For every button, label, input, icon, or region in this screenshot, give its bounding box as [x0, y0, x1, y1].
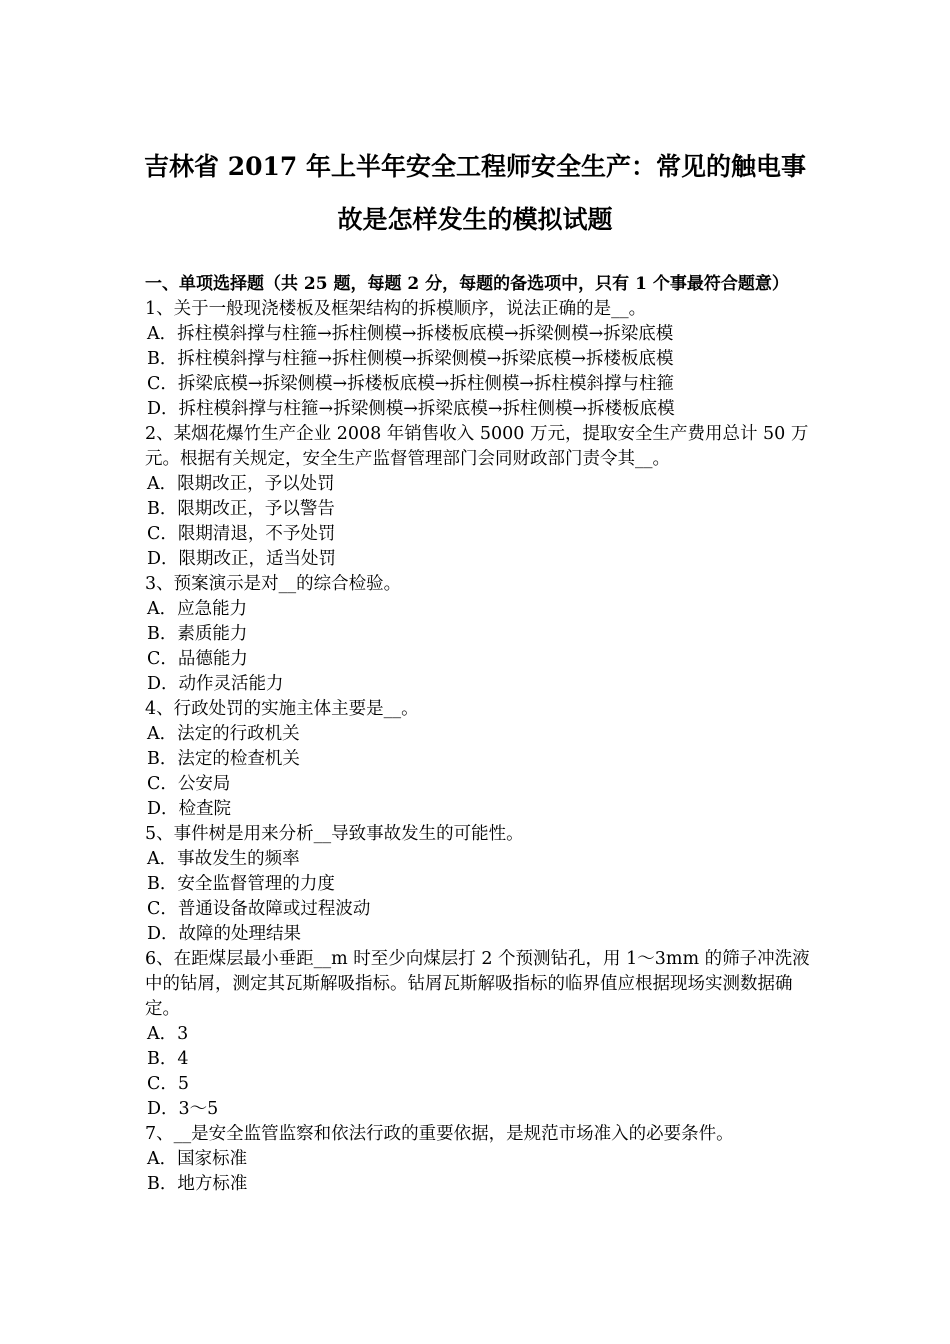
document-title-line-1: 吉林省 2017 年上半年安全工程师安全生产：常见的触电事	[144, 152, 806, 181]
answer-option: A．应急能力	[147, 599, 248, 619]
answer-option: C．普通设备故障或过程波动	[147, 899, 371, 919]
question-block	[145, 947, 810, 1122]
section-heading: 一、单项选择题（共 25 题，每题 2 分，每题的备选项中，只有 1 个事最符合题意）	[145, 274, 789, 294]
question-block	[145, 422, 810, 572]
answer-option: D．拆柱模斜撑与柱箍→拆梁侧模→拆梁底模→拆柱侧模→拆楼板底模	[147, 399, 675, 419]
answer-option: A．限期改正，予以处罚	[147, 474, 335, 494]
answer-option: C．公安局	[147, 774, 231, 794]
answer-option: C．限期清退，不予处罚	[147, 524, 336, 544]
answer-option: B．安全监督管理的力度	[147, 874, 335, 894]
answer-option: B．4	[147, 1049, 189, 1069]
question-block	[145, 297, 810, 422]
question-text: 7、__是安全监管监察和依法行政的重要依据，是规范市场准入的必要条件。	[145, 1124, 734, 1144]
answer-option: A．法定的行政机关	[147, 724, 300, 744]
answer-option: A．事故发生的频率	[147, 849, 300, 869]
document-body	[145, 272, 810, 1197]
question-list	[145, 297, 810, 1197]
answer-option: B．拆柱模斜撑与柱箍→拆柱侧模→拆梁侧模→拆梁底模→拆楼板底模	[147, 349, 674, 369]
question-block	[145, 822, 810, 947]
answer-option: D．动作灵活能力	[147, 674, 284, 694]
answer-option: C．5	[147, 1074, 190, 1094]
answer-option: B．地方标准	[147, 1174, 248, 1194]
question-text: 5、事件树是用来分析__导致事故发生的可能性。	[145, 824, 524, 844]
answer-option: C．品德能力	[147, 649, 248, 669]
answer-option: A．国家标准	[147, 1149, 248, 1169]
answer-option: A．拆柱模斜撑与柱箍→拆柱侧模→拆楼板底模→拆梁侧模→拆梁底模	[147, 324, 674, 344]
answer-option: B．限期改正，予以警告	[147, 499, 335, 519]
question-block	[145, 1122, 810, 1197]
answer-option: A．3	[147, 1024, 189, 1044]
answer-option: B．法定的检查机关	[147, 749, 300, 769]
answer-option: D．限期改正，适当处罚	[147, 549, 337, 569]
answer-option: D．3～5	[147, 1099, 219, 1119]
question-block	[145, 697, 810, 822]
document-title-line-2: 故是怎样发生的模拟试题	[337, 205, 613, 234]
answer-option: C．拆梁底模→拆梁侧模→拆楼板底模→拆柱侧模→拆柱模斜撑与柱箍	[147, 374, 675, 394]
answer-option: D．故障的处理结果	[147, 924, 302, 944]
question-text: 3、预案演示是对__的综合检验。	[145, 574, 402, 594]
answer-option: D．检查院	[147, 799, 232, 819]
question-text: 2、某烟花爆竹生产企业 2008 年销售收入 5000 万元，提取安全生产费用总计 50 万元。根据有关规定，安全生产监督管理部门会同财政部门责令其__。	[145, 424, 809, 469]
question-text: 1、关于一般现浇楼板及框架结构的拆模顺序，说法正确的是__。	[145, 299, 647, 319]
answer-option: B．素质能力	[147, 624, 248, 644]
question-text: 4、行政处罚的实施主体主要是__。	[145, 699, 419, 719]
question-block	[145, 572, 810, 697]
question-text: 6、在距煤层最小垂距__m 时至少向煤层打 2 个预测钻孔，用 1～3mm 的筛子冲洗液中的钻屑，测定其瓦斯解吸指标。钻屑瓦斯解吸指标的临界值应根据现场实测数据确定。	[145, 949, 810, 1019]
